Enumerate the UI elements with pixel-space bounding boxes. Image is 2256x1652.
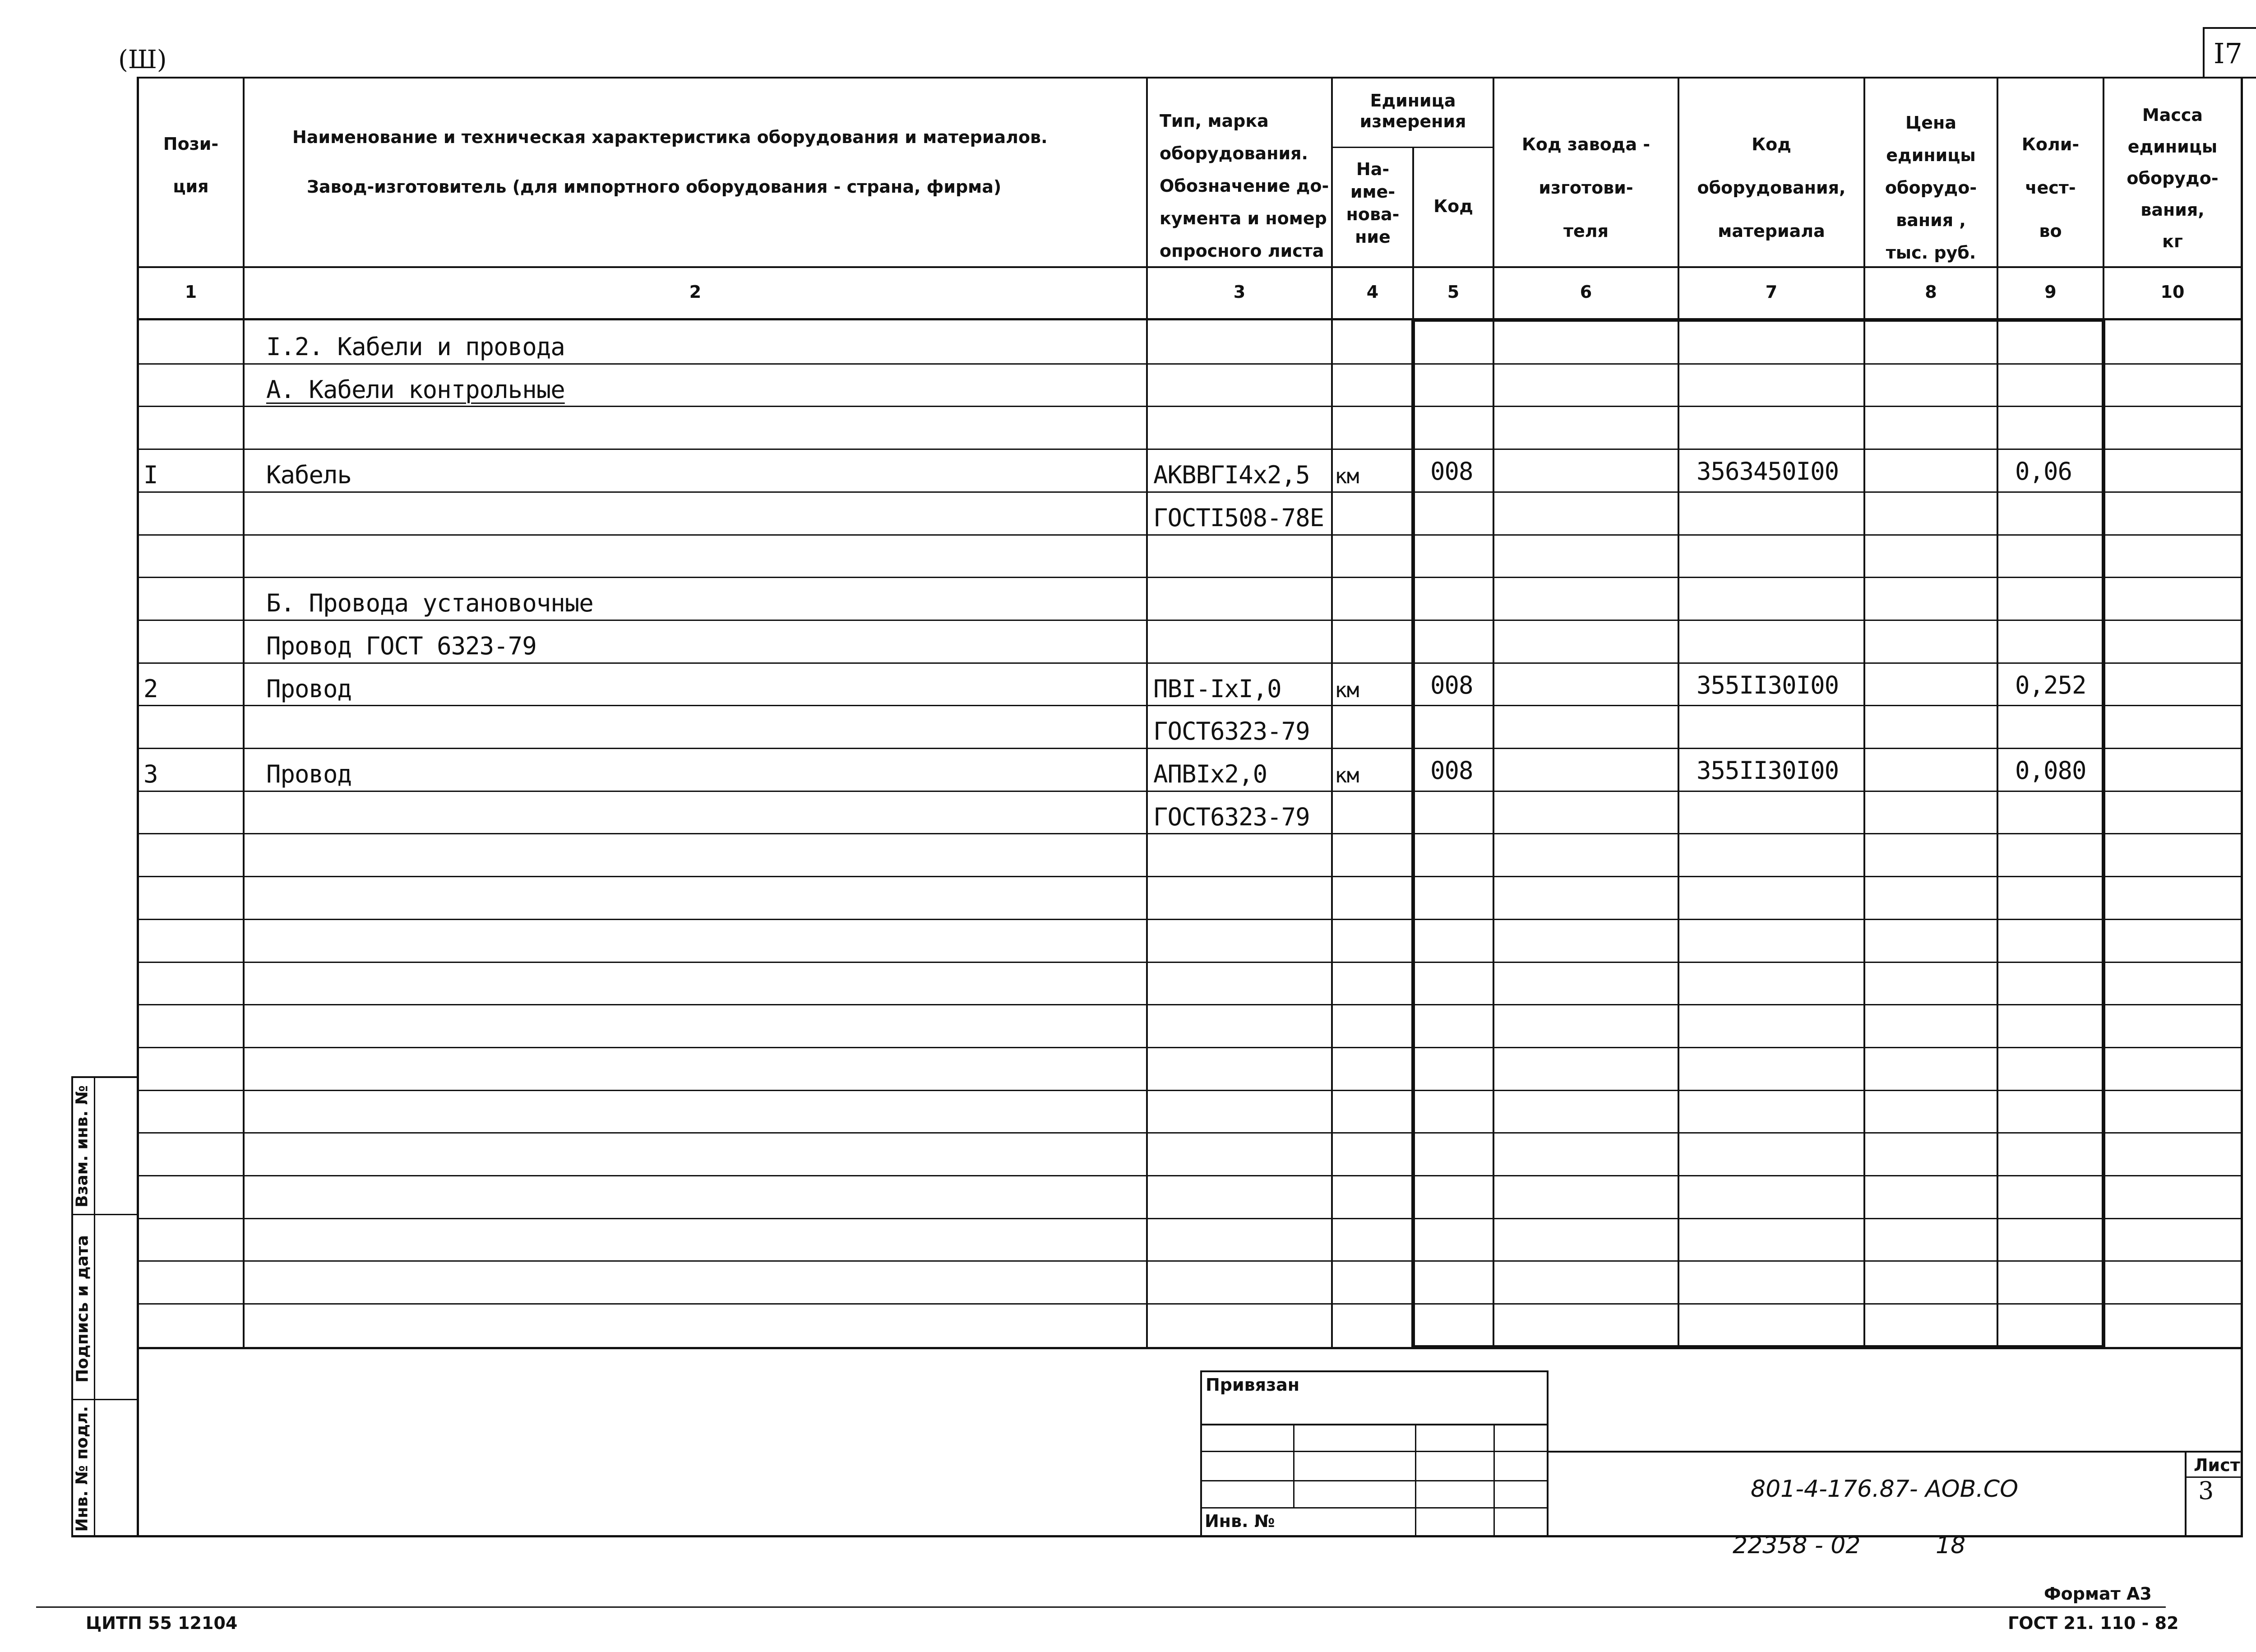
sheet-label: Лист [2194,1455,2240,1475]
row-line [137,1175,2243,1176]
cell-type: ГОСТ6323-79 [1153,803,1310,831]
handwritten-sheet: 18 [1936,1532,1966,1559]
col-line-1 [243,77,245,1349]
column-number-10: 10 [2160,282,2185,302]
footer-gost: ГОСТ 21. 110 - 82 [2008,1613,2179,1633]
column-number-7: 7 [1765,282,1778,302]
row-line [137,876,2243,877]
cell-type: ПВI-IхI,0 [1153,675,1281,703]
cell-eq: 355II30I00 [1697,756,1839,785]
row-line [137,1132,2243,1134]
column-number-6: 6 [1580,282,1592,302]
side-label-inv: Инв. № подл. [73,1406,92,1532]
stamp-row2 [1200,1451,1548,1452]
cell-code: 008 [1430,756,1473,785]
stamp-row3 [1200,1480,1548,1481]
column-number-9: 9 [2044,282,2057,302]
pageno-box-top [2203,27,2256,29]
cell-name: А. Кабели контрольные [266,375,565,404]
frame-bottom [71,1535,2243,1537]
stamp-left [1200,1370,1202,1537]
page-number: I7 [2214,37,2242,70]
cell-type: ГОСТI508-78Е [1153,504,1324,532]
row-line [137,919,2243,920]
row-line [137,833,2243,834]
sheet-box-left [2185,1451,2187,1537]
cell-type: ГОСТ6323-79 [1153,717,1310,745]
bold-box-bottom [1411,1345,2105,1349]
frame-right [2241,77,2243,1537]
bold-box-right [2102,319,2105,1349]
row-line [137,406,2243,407]
col-line-5 [1493,77,1494,1349]
stamp-row1 [1200,1424,1548,1425]
bottom-rule [36,1606,2166,1608]
document-designation: 801-4-176.87- АОВ.СО [1751,1476,2019,1503]
row-line [137,620,2243,621]
side-label-vzam: Взам. инв. № [73,1085,92,1208]
col-line-8 [1997,77,1998,1349]
format-label: Формат А3 [2044,1584,2152,1604]
row-line [137,748,2243,749]
column-number-1: 1 [185,282,197,302]
footer-left-code: ЦИТП 55 12104 [86,1613,238,1633]
stamp-privyazan: Привязан [1206,1375,1300,1395]
column-number-3: 3 [1233,282,1246,302]
cell-qty: 0,252 [2015,671,2086,699]
bold-box-left [1411,319,1415,1349]
side-strip-top [71,1076,139,1078]
header-col1: Пози- ция [163,134,219,196]
header-col6: Код завода - изготови- теля [1521,134,1650,241]
header-col2-line2: Завод-изготовитель (для импортного оборудования - страна, фирма) [307,177,1002,197]
column-number-4: 4 [1366,282,1379,302]
cell-type: АКВВГI4х2,5 [1153,461,1310,489]
bold-box-top [1412,319,2104,322]
pageno-box-bottom [2203,77,2256,79]
cell-qty: 0,06 [2015,457,2072,486]
cell-pos: 3 [143,760,158,788]
stamp-privyazan-top [1200,1370,1548,1372]
pageno-box-left [2203,27,2205,79]
column-number-5: 5 [1447,282,1460,302]
row-line [137,1218,2243,1219]
handwritten-number: 22358 - 02 [1733,1532,1861,1559]
cell-unit: км [1335,464,1359,488]
row-line [137,662,2243,664]
side-strip-mid [94,1076,95,1537]
row-line [137,449,2243,450]
cell-eq: 3563450I00 [1697,457,1839,486]
stamp-col3 [1493,1424,1495,1537]
header-col7: Код оборудования, материала [1697,134,1846,241]
cell-name: Б. Провода установочные [266,589,593,617]
row-line [137,363,2243,365]
col-line-3 [1331,77,1333,1349]
row-line [137,1260,2243,1262]
header-col9: Коли- чест- во [2021,134,2080,241]
cell-unit: км [1335,763,1359,787]
sheet-roman: (Ш) [118,45,167,74]
stamp-row4 [1200,1507,1548,1509]
header-col3: Тип, марка оборудования. Обозначение до- кумента и номер опросного листа [1160,111,1329,261]
row-line [137,705,2243,706]
row-line [137,1004,2243,1005]
header-col4: На- име- нова- ние [1346,159,1400,247]
stamp-col2 [1415,1424,1416,1537]
sheet-value: 3 [2198,1476,2214,1505]
row-line [137,791,2243,792]
cell-eq: 355II30I00 [1697,671,1839,699]
cell-pos: 2 [143,675,158,703]
cell-code: 008 [1430,671,1473,699]
cell-name: Кабель [266,461,352,489]
stamp-inv-no: Инв. № [1205,1511,1275,1531]
header-col8: Цена единицы оборудо- вания , тыс. руб. [1885,113,1977,263]
stamp-col1 [1293,1424,1294,1509]
row-line [137,962,2243,963]
column-number-8: 8 [1925,282,1937,302]
cell-unit: км [1335,678,1359,702]
row-line [137,534,2243,536]
cell-qty: 0,080 [2015,756,2086,785]
cell-name: Провод ГОСТ 6323-79 [266,632,536,660]
cell-code: 008 [1430,457,1473,486]
frame-top [138,77,2242,79]
cell-name: I.2. Кабели и провода [266,333,565,361]
header-col5: Код [1433,196,1473,216]
row-line [137,577,2243,578]
header-col10: Масса единицы оборудо- вания, кг [2127,105,2219,251]
column-number-2: 2 [689,282,702,302]
cell-pos: I [143,461,158,489]
row-line [137,1090,2243,1091]
designation-top [1548,1451,2242,1453]
header-unit-group: Единица измерения [1359,91,1466,131]
row-line [137,1303,2243,1305]
row-line [137,1047,2243,1048]
stamp-right [1547,1370,1549,1537]
side-label-podpis: Подпись и дата [73,1235,92,1383]
col-line-6 [1678,77,1679,1349]
col-line-2 [1146,77,1148,1349]
cell-name: Провод [266,760,352,788]
cell-name: Провод [266,675,352,703]
cell-type: АПВIх2,0 [1153,760,1267,788]
header-col2-line1: Наименование и техническая характеристика оборудования и материалов. [292,127,1048,147]
row-line [137,491,2243,493]
